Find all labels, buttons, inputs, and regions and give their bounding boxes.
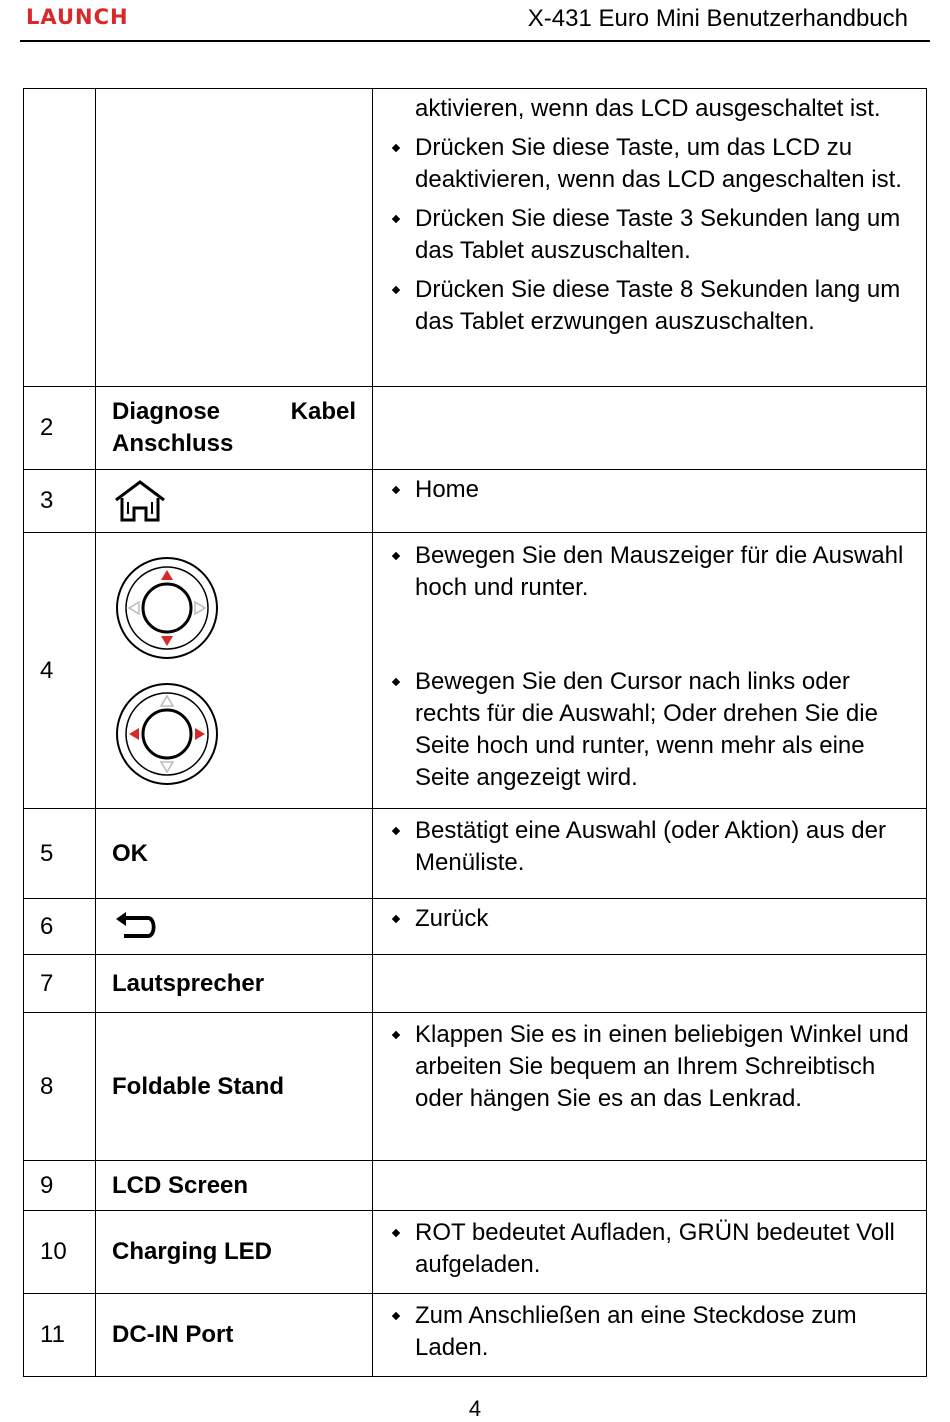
row-name: Lautsprecher	[96, 955, 373, 1013]
home-icon	[112, 478, 168, 524]
table-row	[24, 1294, 927, 1377]
row-description	[373, 387, 927, 470]
description-bullet: Zurück	[387, 903, 920, 935]
row-number: 4	[24, 533, 96, 809]
row-icon-cell	[96, 899, 373, 955]
description-bullet: Bewegen Sie den Mauszeiger für die Auswahl hoch und runter.	[387, 540, 920, 604]
page-header	[20, 0, 930, 42]
row-name-line: Diagnose Kabel	[112, 398, 356, 425]
description-bullet: Drücken Sie diese Taste 3 Sekunden lang um das Tablet auszuschalten.	[387, 203, 920, 267]
table-row	[24, 1161, 927, 1211]
row-icon-cell	[96, 470, 373, 533]
row-number: 5	[24, 809, 96, 899]
component-table	[23, 88, 927, 1377]
description-bullet: Drücken Sie diese Taste 8 Sekunden lang um das Tablet erzwungen auszuschalten.	[387, 274, 920, 338]
row-number: 6	[24, 899, 96, 955]
launch-logo: LAUNCH	[26, 5, 129, 29]
row-description	[373, 470, 927, 533]
row-name	[96, 89, 373, 387]
row-description	[373, 533, 927, 809]
table-row	[24, 1211, 927, 1294]
row-description	[373, 955, 927, 1013]
table-row	[24, 809, 927, 899]
row-description	[373, 809, 927, 899]
row-description	[373, 89, 927, 387]
description-bullet: ROT bedeutet Aufladen, GRÜN bedeutet Voll aufgeladen.	[387, 1217, 920, 1281]
row-description	[373, 1161, 927, 1211]
table-row	[24, 1013, 927, 1161]
row-number: 7	[24, 955, 96, 1013]
row-name: OK	[96, 809, 373, 899]
row-number: 3	[24, 470, 96, 533]
dpad-left-right-icon	[114, 681, 220, 787]
description-bullet: Drücken Sie diese Taste, um das LCD zu deaktivieren, wenn das LCD angeschalten ist.	[387, 132, 920, 196]
dpad-up-down-icon	[114, 555, 220, 661]
row-number	[24, 89, 96, 387]
description-bullet: Klappen Sie es in einen beliebigen Winkel und arbeiten Sie bequem an Ihrem Schreibtisch oder hängen Sie es an das Lenkrad.	[387, 1019, 920, 1115]
description-bullet: Home	[387, 474, 920, 506]
row-number: 11	[24, 1294, 96, 1377]
row-icon-cell	[96, 533, 373, 809]
table-row	[24, 955, 927, 1013]
row-name: LCD Screen	[96, 1161, 373, 1211]
row-description	[373, 1013, 927, 1161]
page-number: 4	[468, 1396, 482, 1421]
description-bullet: Bewegen Sie den Cursor nach links oder rechts für die Auswahl; Oder drehen Sie die Seite hoch und runter, wenn mehr als eine Seite angezeigt wird.	[387, 666, 920, 794]
row-description	[373, 899, 927, 955]
row-name: Foldable Stand	[96, 1013, 373, 1161]
row-number: 8	[24, 1013, 96, 1161]
back-arrow-icon	[112, 910, 162, 944]
row-number: 10	[24, 1211, 96, 1294]
table-row	[24, 387, 927, 470]
row-number: 9	[24, 1161, 96, 1211]
table-row	[24, 89, 927, 387]
table-row	[24, 899, 927, 955]
row-name: DC-IN Port	[96, 1294, 373, 1377]
row-name	[96, 387, 373, 470]
description-bullet: Bestätigt eine Auswahl (oder Aktion) aus der Menüliste.	[387, 815, 920, 879]
table-row	[24, 470, 927, 533]
row-name-line: Anschluss	[112, 430, 234, 457]
table-row	[24, 533, 927, 809]
document-title: X-431 Euro Mini Benutzerhandbuch	[527, 5, 908, 32]
row-description	[373, 1294, 927, 1377]
description-continuation: aktivieren, wenn das LCD ausgeschaltet ist.	[415, 95, 881, 122]
row-description	[373, 1211, 927, 1294]
row-number: 2	[24, 387, 96, 470]
row-name: Charging LED	[96, 1211, 373, 1294]
description-bullet: Zum Anschließen an eine Steckdose zum Laden.	[387, 1300, 920, 1364]
